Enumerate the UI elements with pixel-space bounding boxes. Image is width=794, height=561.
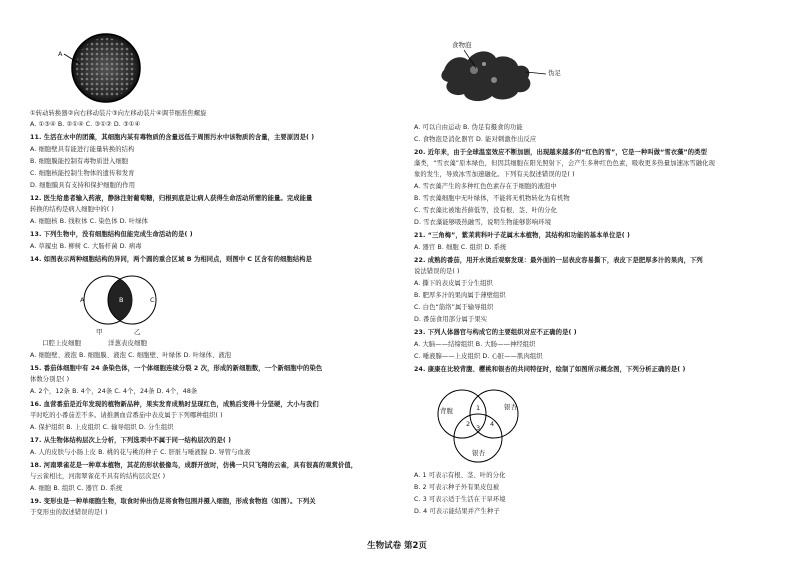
q11-a: A. 细胞壁具有能进行能量转换的结构 [30,146,135,153]
q21-choices: A. 器官 B. 细胞 C. 组织 D. 系统 [414,244,507,251]
venn3-region-4: 4 [490,420,495,428]
q19-stem: 19. 变形虫是一种单细胞生物，取食时伸出伪足将食物包围并摄入细胞，形成食物泡（如图）。下列关 [30,498,316,505]
venn-label-yi: 乙 [134,328,141,336]
q13-choices: A. 草履虫 B. 柳树 C. 大肠杆菌 D. 病毒 [30,243,142,250]
cell-micrograph [70,32,142,104]
q19-ab: A. 可以自由运动 B. 伪足有摄食的功能 [414,124,523,131]
q14-stem: 14. 如图表示两种细胞结构的异同，两个圆的重合区域 B 为相同点，则图中 C 区含有的细胞结构是 [30,256,313,263]
q13-stem: 13. 下列生物中，没有细胞结构但能完成生命活动的是( ) [30,231,193,238]
venn3-label-bottom: 银杏 [472,449,485,457]
amoeba-label-pseudopod: 伪足 [548,69,561,77]
q10-options-line: ①转动转换器②向右移动装片③向左移动装片④调节细准焦螺旋 [30,110,207,117]
q11-stem: 11. 生活在水中的团藻，其细胞内某有毒物质的含量远低于周围污水中该物质的含量，主要原因是( ) [30,134,315,141]
q16-stem: 16. 血营番茄是近年发现的植物新品种，果实发育成熟时呈现红色，成熟后变得十分坚硬，大小与我们 [30,401,319,408]
q20-stem: 20. 近年来，由于全球温室效应不断加剧，出现越来越多的“红色的雪”，它是一种叫做“雪衣藻”的类型 [414,149,707,156]
q12-choices: A. 细胞核 B. 线粒体 C. 染色体 D. 叶绿体 [30,218,149,225]
q20-b: B. 雪衣藻细胞中无叶绿体，不能将无机物转化为有机物 [414,195,570,202]
page-footer: 生物试卷 第2页 [367,541,427,551]
q24-stem: 24. 康康在比较背腹、樱桃和银杏的共同特征时，绘制了如图所示概念图，下列分析正确的是( ) [414,366,686,373]
venn-caption-oral: 口腔上皮细胞 [42,339,81,347]
cell-pointer-line [62,52,82,66]
q20-stem-3: 象的发生，导致冰雪加速融化。下列有关叙述错误的是( ) [414,171,575,178]
q22-stem: 22. 成熟的番茄，用开水烫后观察发现：最外面的一层表皮容易撕下，表皮下是肥厚多汁的果肉，下列 [414,257,703,264]
venn3-label-beifu: 背腹 [440,407,453,415]
q22-d: D. 番茄食用部分属于果实 [414,316,488,323]
q12-stem: 12. 医生给患者输入药液，静脉注射葡萄糖，归根到底是让病人获得生命活动所需的能量。完成能量 [30,195,313,202]
q11-b: B. 细胞膜能控制有毒物质进入细胞 [30,158,129,165]
venn3-region-2: 2 [466,420,471,428]
venn3-label-top-right: 银杏 [504,403,517,411]
q15-stem: 15. 番茄体细胞中有 24 条染色体，一个体细胞连续分裂 2 次，形成的新细胞数，一个新细胞中的染色 [30,365,323,372]
venn-label-jia: 甲 [96,328,103,336]
q23-stem: 23. 下列人体器官与构成它的主要组织对应不正确的是( ) [414,329,577,336]
q23-ab: A. 大脑——结缔组织 B. 大肠——神经组织 [414,341,536,348]
q18-stem-2: 与云雀相比，河南翠雀花不具有的结构层次是( ) [30,473,166,480]
amoeba-figure [434,40,554,110]
q16-stem-2: 平时吃的小番茄差不多。请推测血营番茄中表皮属于下列哪种组织( ) [30,412,223,419]
q22-a: A. 撕下的表皮属于分生组织 [414,280,493,287]
q11-c: C. 细胞核能控制生物体的遗传和发育 [30,170,135,177]
q22-c: C. 白色“筋络”属于输导组织 [414,304,494,311]
q20-d: D. 雪衣藻能够吸热融雪，说明生物能够影响环境 [414,219,552,226]
q20-c: C. 雪衣藻比被地苔藓低等，没有根、茎、叶的分化 [414,207,558,214]
q14-choices: A. 细胞壁、液泡 B. 细胞膜、液泡 C. 细胞壁、叶绿体 D. 叶绿体、液泡 [30,352,232,359]
amoeba-label-food-vacuole: 食物泡 [452,41,472,49]
q10-choices: A. ①③④ B. ②①④ C. ③①② D. ③①④ [30,121,141,128]
venn3-region-3: 3 [476,424,481,432]
q24-d: D. 4 可表示能结果并产生种子 [414,508,500,515]
q22-stem-2: 说法错误的是( ) [414,268,460,275]
q21-stem: 21. “三角梅”，紫茉莉科叶子花属木本植物，其结构和功能的基本单位是( ) [414,232,630,239]
venn-label-c: C [150,296,155,304]
q20-stem-2: 藻类，“雪衣藻”原本绿色，但因其细胞在阳光照射下，会产生多种红色色素，吸收更多热量加速冰雪融化现 [414,160,715,167]
venn3-region-1: 1 [476,404,481,412]
venn-caption-onion: 洋葱表皮细胞 [108,339,147,347]
cell-label-a: A [58,50,63,58]
q24-a: A. 1 可表示有根、茎、叶的分化 [414,472,506,479]
q19-stem-2: 于变形虫的叙述错误的是( ) [30,509,108,516]
q15-stem-2: 体数分别是( ) [30,376,70,383]
q24-b: B. 2 可表示种子外有果皮包被 [414,484,500,491]
q16-choices: A. 保护组织 B. 上皮组织 C. 输导组织 D. 分生组织 [30,424,174,431]
q18-choices: A. 细胞 B. 组织 C. 器官 D. 系统 [30,485,123,492]
q24-c: C. 3 可表示适于生活在干旱环境 [414,496,506,503]
q15-choices: A. 2个，12条 B. 4个，24条 C. 4个，24条 D. 4个，48条 [30,388,198,395]
q22-b: B. 肥厚多汁的果肉属于薄壁组织 [414,292,506,299]
q17-stem: 17. 从生物体结构层次上分析，下列选项中不属于同一结构层次的是( ) [30,437,232,444]
venn-label-a: A [80,296,85,304]
q23-cd: C. 唾液腺——上皮组织 D. 心脏——肌肉组织 [414,353,543,360]
q11-d: D. 细胞膜具有支持和保护细胞的作用 [30,182,136,189]
q18-stem: 18. 河南翠雀花是一种草本植物，其花的形状极像鸟，成群开放时，仿佛一只只飞翔的云雀，具有很高的观赏价值， [30,462,358,469]
venn-label-b: B [119,296,124,304]
q20-a: A. 雪衣藻产生的多种红色色素存在于细胞的液泡中 [414,183,557,190]
q19-cd: C. 食物泡是消化器官 D. 能对刺激作出反应 [414,136,537,143]
q12-stem-2: 转换的结构是病人细胞中的( ) [30,206,114,213]
q17-choices: A. 人的皮肤与小肠上皮 B. 桃的花与桃的种子 C. 肝脏与唾液腺 D. 导管与血液 [30,449,251,456]
